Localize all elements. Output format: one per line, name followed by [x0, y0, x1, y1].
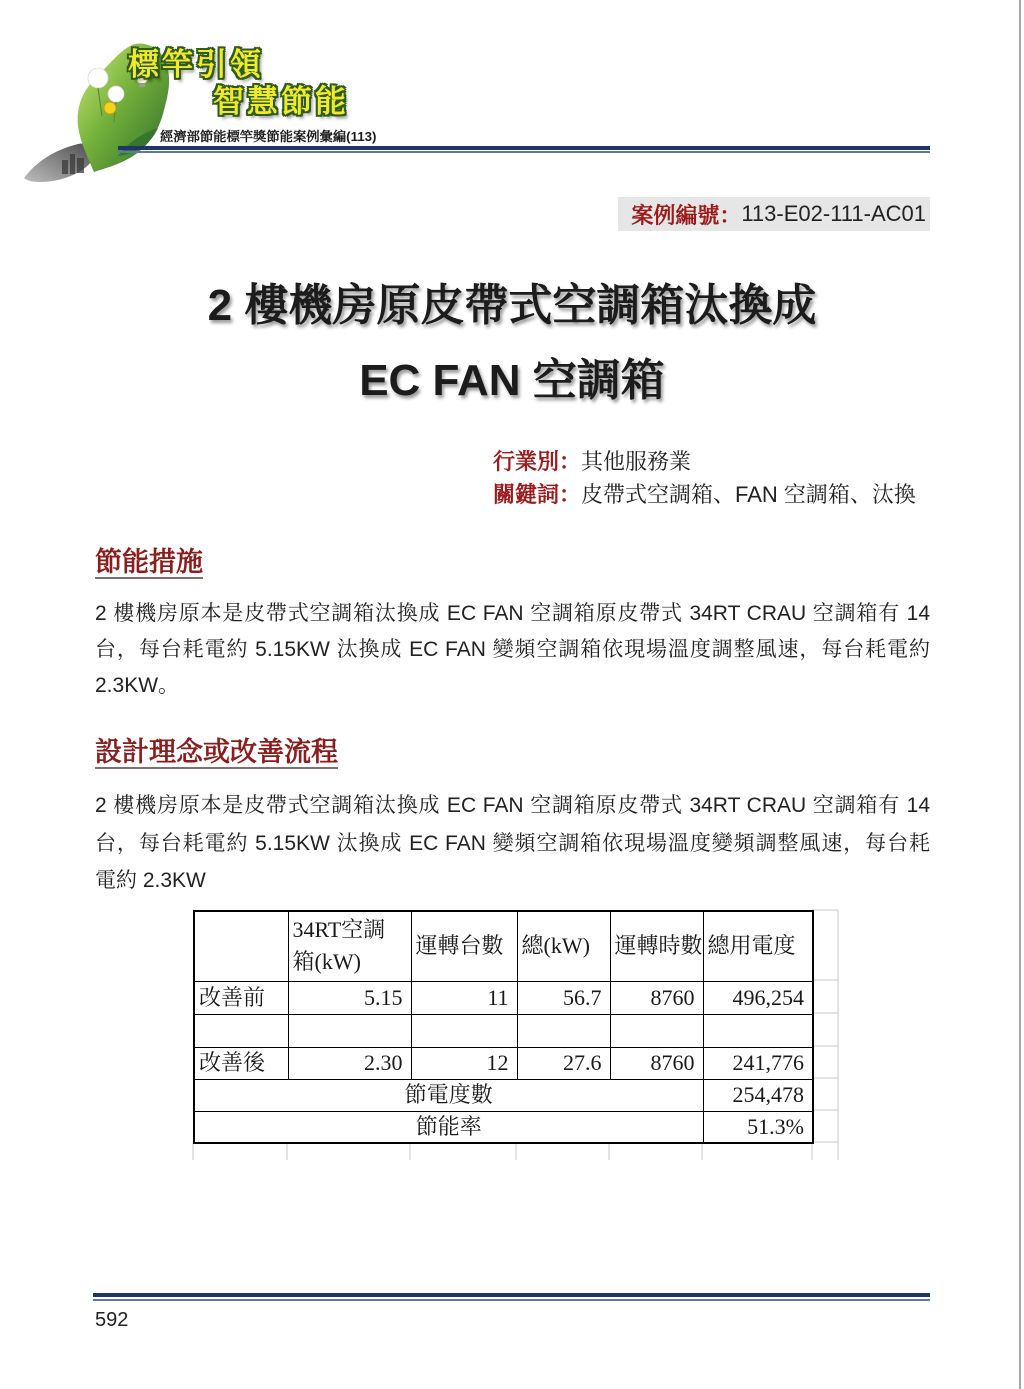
keywords-label: 關鍵詞：: [493, 482, 582, 507]
summary-value: 254,478: [703, 1079, 813, 1111]
table-cell-empty: [610, 1014, 703, 1047]
flower-icon: [104, 102, 116, 114]
cell-total-kw: 56.7: [517, 981, 610, 1014]
paragraph-line: 電約 2.3KW: [95, 869, 206, 892]
header-rule-thick: [118, 146, 930, 150]
table-cell-empty: [194, 1014, 288, 1047]
title-line1: 2 樓機房原皮帶式空調箱汰換成: [207, 281, 817, 330]
keywords-value: 皮帶式空調箱、FAN 空調箱、汰換: [581, 482, 916, 507]
logo-slogan-line1: 標竿引領: [128, 47, 264, 83]
table-cell-empty: [411, 1014, 517, 1047]
case-meta: [493, 445, 916, 511]
paragraph-line: 2 樓機房原本是皮帶式空調箱汰換成 EC FAN 空調箱原皮帶式 34RT CRAU 空調箱有 14: [95, 602, 930, 625]
paragraph-line: 2 樓機房原本是皮帶式空調箱汰換成 EC FAN 空調箱原皮帶式 34RT CRAU 空調箱有 14: [95, 794, 930, 817]
row-label: 改善前: [194, 981, 288, 1014]
cell-total-kw: 27.6: [517, 1047, 610, 1079]
case-number-box: [618, 197, 930, 231]
industry-value: 其他服務業: [581, 449, 692, 474]
header-units-running: 運轉台數: [411, 911, 517, 981]
table-header-row: [194, 911, 813, 981]
cell-hours: 8760: [610, 981, 703, 1014]
footer-rule-thin: [93, 1299, 930, 1301]
paragraph-line: 2.3KW。: [95, 674, 180, 697]
publication-subtitle: 經濟部節能標竿獎節能案例彙編(113): [160, 129, 377, 144]
summary-value: 51.3%: [703, 1111, 813, 1143]
cell-hours: 8760: [610, 1047, 703, 1079]
page-number: 592: [95, 1309, 129, 1331]
table-cell-empty: [288, 1014, 411, 1047]
title-line2: EC FAN 空調箱: [359, 356, 665, 405]
page-edge-border: [1019, 0, 1021, 1389]
section-heading-design: 設計理念或改善流程: [95, 737, 338, 767]
case-number-label: 案例編號：: [631, 202, 742, 228]
table-row-savings-rate: [194, 1111, 813, 1143]
cell-unit-kw: 5.15: [288, 981, 411, 1014]
footer-rule-thick: [93, 1293, 930, 1297]
header-total-kw: 總(kW): [517, 911, 610, 981]
keywords-row: [493, 478, 916, 511]
energy-savings-table: [193, 910, 814, 1144]
table-corner-cell: [194, 911, 288, 981]
paragraph-line: 台，每台耗電約 5.15KW 汰換成 EC FAN 變頻空調箱依現場溫度調整風速，每台耗電約: [95, 638, 930, 661]
section-body-measures: [95, 596, 930, 704]
summary-label: 節電度數: [194, 1079, 703, 1111]
cell-total-kwh: 241,776: [703, 1047, 813, 1079]
logo-slogan-line2: 智慧節能: [213, 84, 349, 120]
header-unit-power: 34RT空調箱(kW): [288, 911, 411, 981]
cell-total-kwh: 496,254: [703, 981, 813, 1014]
table-row-after: [194, 1047, 813, 1079]
table-row-savings-kwh: [194, 1079, 813, 1111]
header-rule-thin: [118, 151, 930, 153]
industry-row: [493, 445, 916, 478]
table-cell-empty: [703, 1014, 813, 1047]
header-run-hours: 運轉時數: [610, 911, 703, 981]
summary-label: 節能率: [194, 1111, 703, 1143]
paragraph-line: 台，每台耗電約 5.15KW 汰換成 EC FAN 變頻空調箱依現場溫度變頻調整風速，每台耗: [95, 831, 930, 855]
industry-label: 行業別：: [493, 449, 582, 474]
header-total-kwh: 總用電度: [703, 911, 813, 981]
table-row-empty: [194, 1014, 813, 1047]
cell-units: 12: [411, 1047, 517, 1079]
table-row-before: [194, 981, 813, 1014]
case-number-value: 113-E02-111-AC01: [741, 201, 926, 226]
row-label: 改善後: [194, 1047, 288, 1079]
cell-units: 11: [411, 981, 517, 1014]
page-title: [0, 268, 1024, 418]
cell-unit-kw: 2.30: [288, 1047, 411, 1079]
section-body-design: [95, 787, 930, 900]
table-cell-empty: [517, 1014, 610, 1047]
section-heading-measures: 節能措施: [95, 547, 203, 577]
